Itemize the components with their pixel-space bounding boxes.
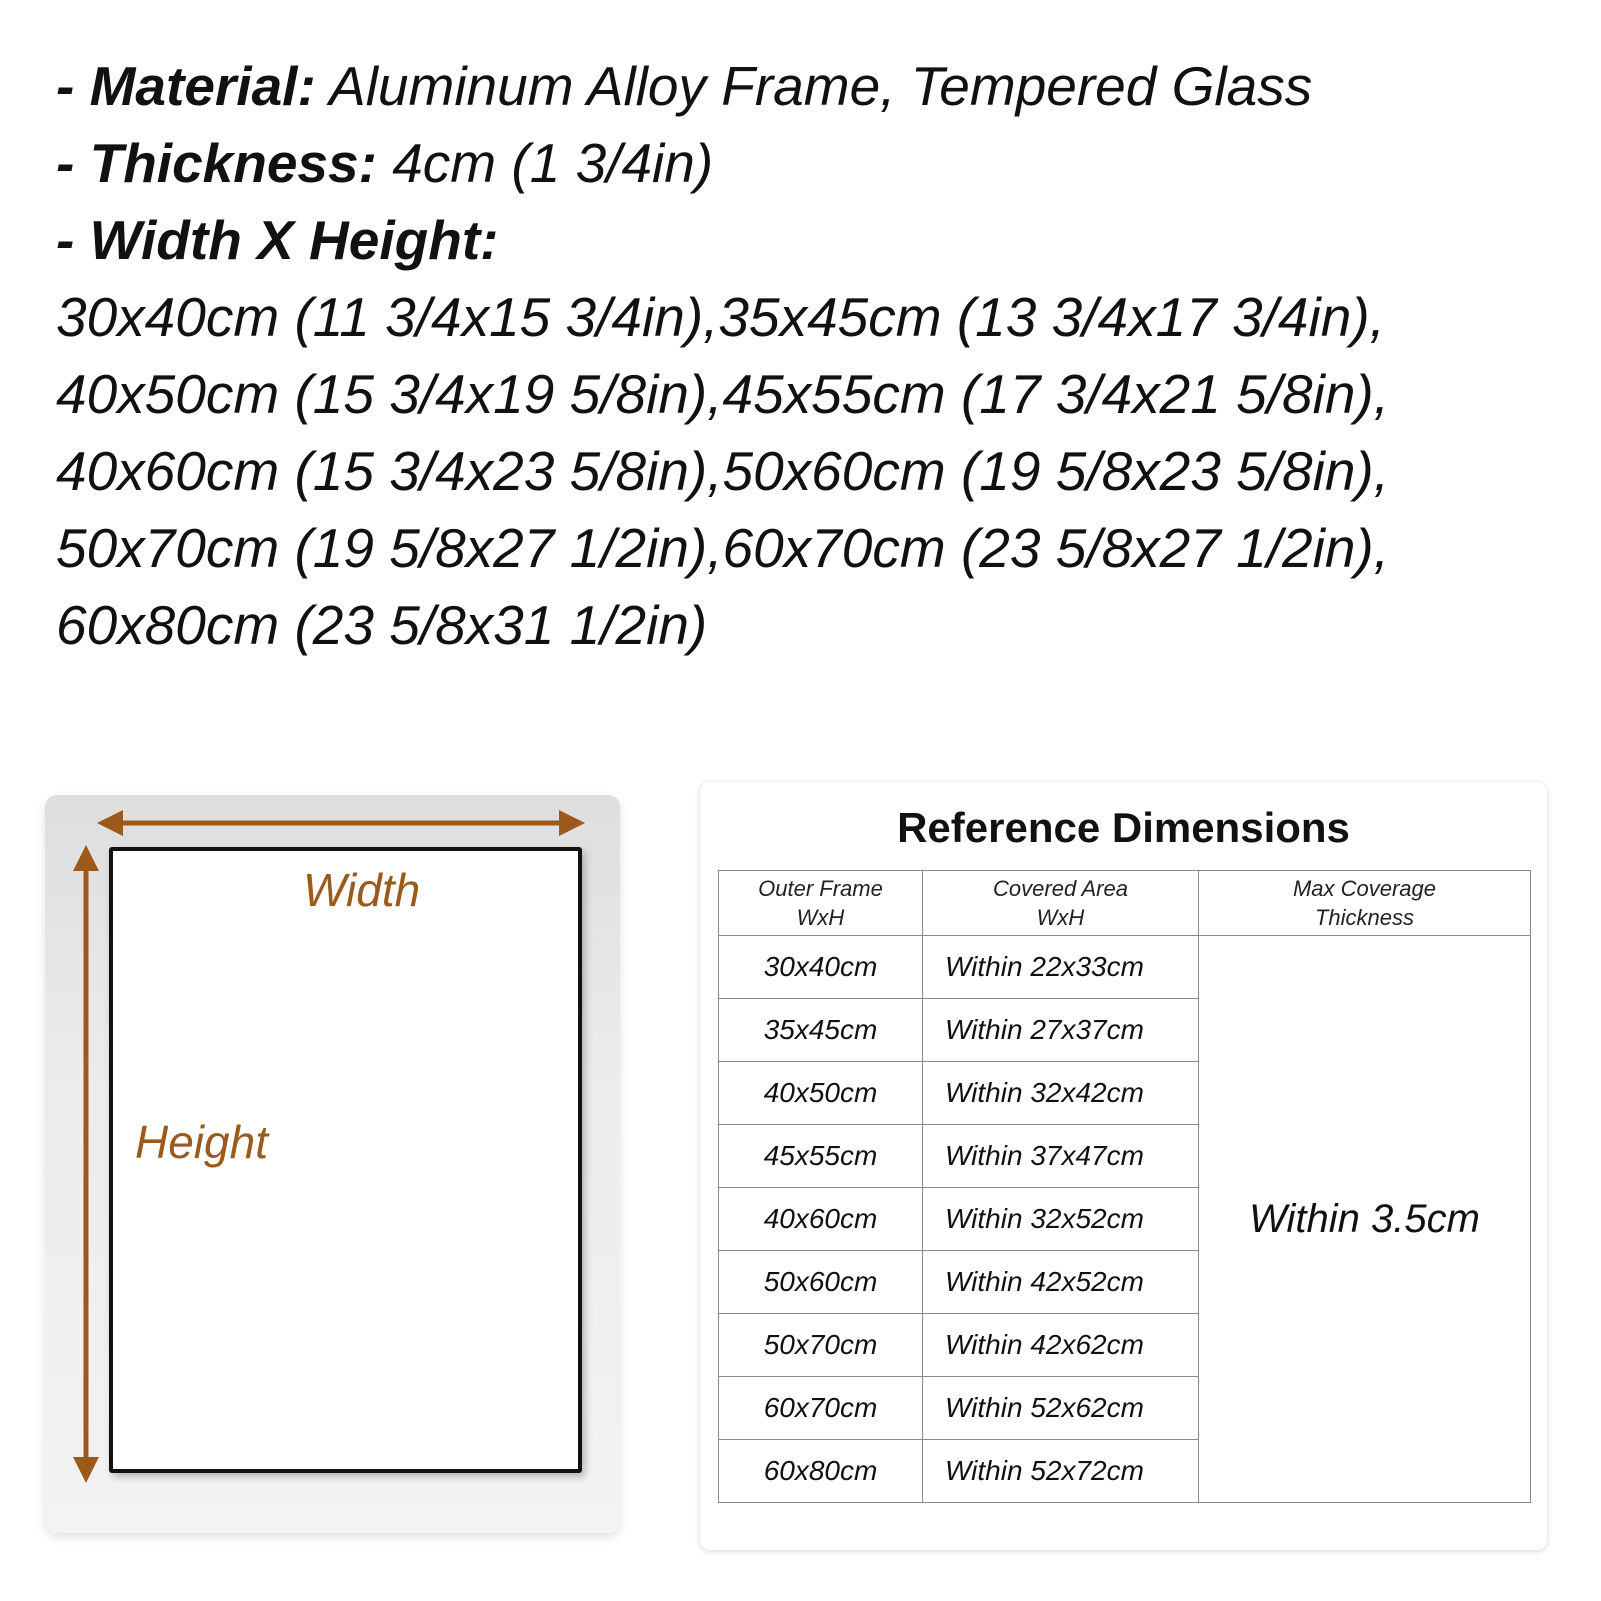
width-arrow-right-head [559, 810, 585, 836]
material-label: - Material: [56, 55, 316, 117]
outer-size-cell: 40x60cm [719, 1188, 923, 1251]
covered-area-cell: Within 32x52cm [923, 1188, 1199, 1251]
size-spec [56, 202, 1556, 279]
height-label: Height [135, 1116, 268, 1168]
material-value: Aluminum Alloy Frame, Tempered Glass [315, 55, 1313, 117]
width-arrow-left-head [97, 810, 123, 836]
size-line: 30x40cm (11 3/4x15 3/4in),35x45cm (13 3/4x17 3/4in), [56, 286, 1385, 348]
covered-area-cell: Within 37x47cm [923, 1125, 1199, 1188]
covered-area-cell: Within 32x42cm [923, 1062, 1199, 1125]
covered-area-cell: Within 27x37cm [923, 999, 1199, 1062]
height-arrow-bottom-head [73, 1457, 99, 1483]
outer-size-cell: 60x80cm [719, 1440, 923, 1503]
header-max-thickness: Max Coverage Thickness [1199, 871, 1531, 936]
covered-area-cell: Within 42x62cm [923, 1314, 1199, 1377]
spec-list [56, 48, 1556, 664]
size-line: 40x50cm (15 3/4x19 5/8in),45x55cm (17 3/4x21 5/8in), [56, 363, 1389, 425]
table-row [719, 936, 1531, 999]
outer-size-cell: 60x70cm [719, 1377, 923, 1440]
size-line: 60x80cm (23 5/8x31 1/2in) [56, 594, 708, 656]
height-arrow-top-head [73, 845, 99, 871]
max-thickness-cell: Within 3.5cm [1199, 936, 1531, 1503]
size-line: 40x60cm (15 3/4x23 5/8in),50x60cm (19 5/8x23 5/8in), [56, 440, 1389, 502]
thickness-value: 4cm (1 3/4in) [376, 132, 714, 194]
covered-area-cell: Within 52x62cm [923, 1377, 1199, 1440]
header-covered-area: Covered Area WxH [923, 871, 1199, 936]
covered-area-cell: Within 22x33cm [923, 936, 1199, 999]
table-header-row [719, 871, 1531, 936]
outer-size-cell: 35x45cm [719, 999, 923, 1062]
thickness-label: - Thickness: [56, 132, 377, 194]
width-label: Width [303, 864, 421, 916]
outer-size-cell: 30x40cm [719, 936, 923, 999]
outer-size-cell: 40x50cm [719, 1062, 923, 1125]
thickness-spec [56, 125, 1556, 202]
reference-dimensions-card [700, 782, 1547, 1550]
outer-size-cell: 45x55cm [719, 1125, 923, 1188]
covered-area-cell: Within 52x72cm [923, 1440, 1199, 1503]
reference-table [718, 870, 1531, 1503]
size-line: 50x70cm (19 5/8x27 1/2in),60x70cm (23 5/8x27 1/2in), [56, 517, 1389, 579]
reference-title: Reference Dimensions [897, 804, 1350, 851]
outer-size-cell: 50x60cm [719, 1251, 923, 1314]
frame-illustration [45, 795, 620, 1533]
header-outer-frame: Outer Frame WxH [719, 871, 923, 936]
size-label: - Width X Height: [56, 209, 499, 271]
covered-area-cell: Within 42x52cm [923, 1251, 1199, 1314]
outer-size-cell: 50x70cm [719, 1314, 923, 1377]
material-spec [56, 48, 1556, 125]
